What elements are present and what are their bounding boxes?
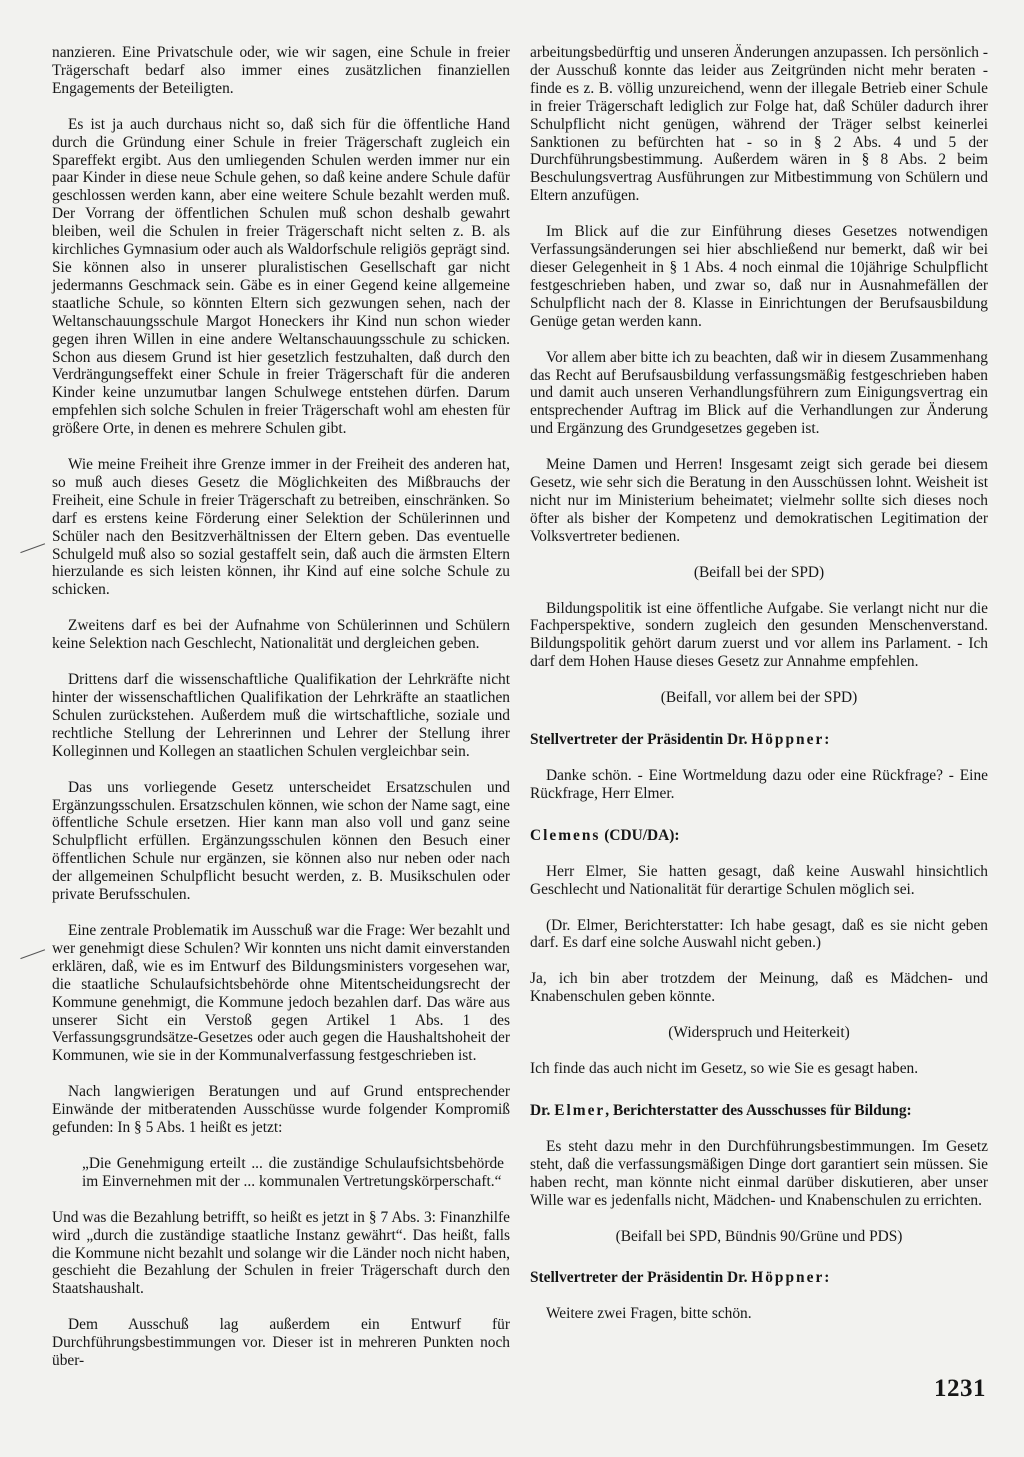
speaker-heading: Dr. Elmer, Berichterstatter des Ausschusses für Bildung: (530, 1101, 912, 1119)
paragraph: Dem Ausschuß lag außerdem ein Entwurf für Durchführungsbestimmungen vor. Dieser ist in mehreren Punkten noch über- (52, 1316, 510, 1370)
quotation: „Die Genehmigung erteilt ... die zuständige Schulaufsichtsbehörde im Einvernehmen mit der ... kommunalen Vertretungskörperschaft.“ (82, 1154, 504, 1190)
interjection: (Widerspruch und Heiterkeit) (668, 1024, 850, 1042)
margin-pencil-mark (17, 534, 45, 553)
paragraph: Weitere zwei Fragen, bitte schön. (546, 1305, 752, 1323)
paragraph-continued: arbeitungsbedürftig und unseren Änderungen anzupassen. Ich persönlich - der Ausschuß konnte das leider aus Zeitgründen nicht mehr beraten - finde es z. B. völlig unzureichend, wenn der illegale Betrieb einer Schule in freier Trägerschaft lediglich zur Folge hat, daß Schüler dadurch ihrer Schulpflicht nicht genügen, während der Träger selbst keinerlei Sanktionen zu befürchten hat - so in § 2 Abs. 4 und 5 der Durchführungsbestimmung. Außerdem wären in § 8 Abs. 2 beim Beschulungsvertrag Ausführungen zur Mitbestimmung von Schülern und Eltern anzufügen. (530, 44, 988, 205)
paragraph: Danke schön. - Eine Wortmeldung dazu oder eine Rückfrage? - Eine Rückfrage, Herr Elmer. (530, 767, 988, 802)
interjection: (Beifall bei SPD, Bündnis 90/Grüne und PDS) (615, 1227, 903, 1245)
paragraph: Meine Damen und Herren! Insgesamt zeigt sich gerade bei diesem Gesetz, wie sehr sich die Beratung in den Ausschüssen lohnt. Weisheit ist nicht nur im Ministerium beheimatet; vielmehr sollte sich dieses noch öfter als bisher der Kompetenz und demokratischen Legitimation der Volksvertreter bedienen. (530, 456, 988, 545)
paragraph: Es steht dazu mehr in den Durchführungsbestimmungen. Im Gesetz steht, daß die verfassungsmäßigen Dinge dort garantiert sein müssen. Sie haben recht, man könnte nicht einmal darüber diskutieren, aber unser Wille war es jedenfalls nicht, Mädchen- und Knabenschulen zu errichten. (530, 1137, 988, 1209)
paragraph: Im Blick auf die zur Einführung dieses Gesetzes notwendigen Verfassungsänderungen sei hier abschließend nur bemerkt, daß wir bei dieser Gelegenheit in § 1 Abs. 4 noch einmal die 10jährige Schulpflicht festgeschrieben haben, und zwar so, daß nur in Ausnahmefällen der Schulpflicht nach der 8. Klasse in Einrichtungen der Berufsausbildung Genüge getan werden kann. (530, 223, 988, 330)
right-column (530, 44, 988, 1341)
paragraph: Wie meine Freiheit ihre Grenze immer in der Freiheit des anderen hat, so muß auch dieses Gesetz die Möglichkeiten des Mißbrauchs der Freiheit, eine Schule in freier Trägerschaft zu betreiben, einschränken. So darf es erstens keine Förderung einer Selektion der Schülerinnen und Schüler nach den Besitzverhältnissen der Eltern geben. Das eventuelle Schulgeld muß also so sozial gestaffelt sein, daß auch die ärmsten Eltern hierzulande es sich leisten können, ihr Kind auf eine solche Schule zu schicken. (52, 456, 510, 599)
paragraph: Ja, ich bin aber trotzdem der Meinung, daß es Mädchen- und Knabenschulen geben könnte. (530, 970, 988, 1006)
interjection: (Beifall bei der SPD) (693, 563, 825, 581)
page-number: 1231 (934, 1375, 986, 1402)
paragraph: (Dr. Elmer, Berichterstatter: Ich habe gesagt, daß es sie nicht geben darf. Es darf eine solche Auswahl nicht geben.) (530, 916, 988, 952)
paragraph: Drittens darf die wissenschaftliche Qualifikation der Lehrkräfte nicht hinter der wissenschaftlichen Qualifikation der Lehrkräfte an staatlichen Schulen zurückstehen. Außerdem muß die wirtschaftliche, soziale und rechtliche Stellung der Lehrerinnen und Lehrer der Stellung ihrer Kolleginnen und Kollegen an staatlichen Schulen vergleichbar sein. (52, 671, 510, 760)
interjection: (Beifall, vor allem bei der SPD) (660, 689, 858, 707)
paragraph: Zweitens darf es bei der Aufnahme von Schülerinnen und Schülern keine Selektion nach Geschlecht, Nationalität und dergleichen geben. (52, 617, 510, 653)
paragraph: Nach langwierigen Beratungen und auf Grund entsprechender Einwände der mitberatenden Ausschüsse wurde folgender Kompromiß gefunden: In § 5 Abs. 1 heißt es jetzt: (52, 1083, 510, 1137)
paragraph: Vor allem aber bitte ich zu beachten, daß wir in diesem Zusammenhang das Recht auf Berufsausbildung verfassungsmäßig festgeschrieben haben und damit auch unseren Verhandlungsführern zum Einigungsvertrag ein entsprechender Auftrag im Blick auf die Verhandlungen zur Änderung und Ergänzung des Grundgesetzes gegeben ist. (530, 348, 988, 438)
speaker-heading: Stellvertreter der Präsidentin Dr. Höppner: (530, 1269, 830, 1287)
paragraph: Eine zentrale Problematik im Ausschuß war die Frage: Wer bezahlt und wer genehmigt diese Schulen? Wir konnten uns nicht damit einverstanden erklären, daß, wie es im Entwurf des Bildungsministers vorgesehen war, die staatliche Schulaufsichtsbehörde ohne Mitentscheidungsrecht der Kommune genehmigt, die Kommune jedoch bezahlen darf. Das wäre aus unserer Sicht ein Verstoß gegen Artikel 1 Abs. 1 des Verfassungsgrundsätze-Gesetzes oder auch gegen die Haushaltshoheit der Kommunen, wie sie in der Kommunalverfassung festgeschrieben ist. (52, 921, 510, 1065)
margin-pencil-mark (17, 940, 45, 959)
paragraph: Das uns vorliegende Gesetz unterscheidet Ersatzschulen und Ergänzungsschulen. Ersatzschulen können, wie schon der Name sagt, eine öffentliche Schule ersetzen. Hier kann man also voll und ganz seine Schulpflicht erfüllen. Ergänzungsschulen können den Besuch einer öffentlichen Schule nur ergänzen, sie können also nur neben oder nach der allgemeinen Schulpflicht besucht werden, z. B. Musikschulen oder private Berufsschulen. (52, 778, 510, 904)
paragraph: Und was die Bezahlung betrifft, so heißt es jetzt in § 7 Abs. 3: Finanzhilfe wird „durch die zuständige staatliche Instanz gewährt“. Das heißt, falls die Kommune nicht bezahlt und solange wir die Länder noch nicht haben, geschieht die Bezahlung der Schulen in freier Trägerschaft durch den Staatshaushalt. (52, 1208, 510, 1298)
paragraph: Es ist ja auch durchaus nicht so, daß sich für die öffentliche Hand durch die Gründung einer Schule in freier Trägerschaft zugleich ein Spareffekt ergibt. Aus den umliegenden Schulen werden immer nur ein paar Kinder in diese neue Schule gehen, so daß keine andere Schule dafür geschlossen werden kann, aber eine weitere Schule bezahlt werden muß. Der Vorrang der öffentlichen Schulen muß schon deshalb gewahrt bleiben, weil die Schulen in freier Trägerschaft nicht selten z. B. als kirchliches Gymnasium oder auch als Waldorfschule religiös geprägt sind. Sie können also in unserer pluralistischen Gesellschaft gar nicht jedermanns Geschmack sein. Gäbe es in einer Gegend keine allgemeine staatliche Schule, so könnten Eltern sich gezwungen sehen, nach der Weltanschauungsschule Margot Honeckers ihr Kind nun schon wieder gegen ihren Willen in eine andere Weltanschauungsschule zu schicken. Schon aus diesem Grund ist hier gesetzlich festzuhalten, daß durch den Verdrängungseffekt einer Schule in freier Trägerschaft für die anderen Kinder keine unzumutbar langen Schulwege entstehen dürfen. Darum empfehlen sich solche Schulen in freier Trägerschaft wohl am ehesten für größere Orte, in denen es mehrere Schulen gibt. (52, 115, 510, 438)
paragraph: Bildungspolitik ist eine öffentliche Aufgabe. Sie verlangt nicht nur die Fachperspektive, sondern zugleich den gesunden Menschenverstand. Bildungspolitik gehört darum zuerst und vor allem ins Parlament. - Ich darf dem Hohen Hause dieses Gesetz zur Annahme empfehlen. (530, 599, 988, 671)
left-column (52, 44, 510, 1388)
paragraph-continued: nanzieren. Eine Privatschule oder, wie wir sagen, eine Schule in freier Trägerschaft bedarf also immer eines zusätzlichen finanziellen Engagements der Beteiligten. (52, 44, 510, 97)
paragraph: Herr Elmer, Sie hatten gesagt, daß keine Auswahl hinsichtlich Geschlecht und Nationalität für derartige Schulen möglich sei. (530, 862, 988, 898)
speaker-heading: Clemens (CDU/DA): (530, 826, 680, 844)
speaker-heading: Stellvertreter der Präsidentin Dr. Höppner: (530, 731, 830, 749)
paragraph: Ich finde das auch nicht im Gesetz, so wie Sie es gesagt haben. (530, 1060, 919, 1078)
